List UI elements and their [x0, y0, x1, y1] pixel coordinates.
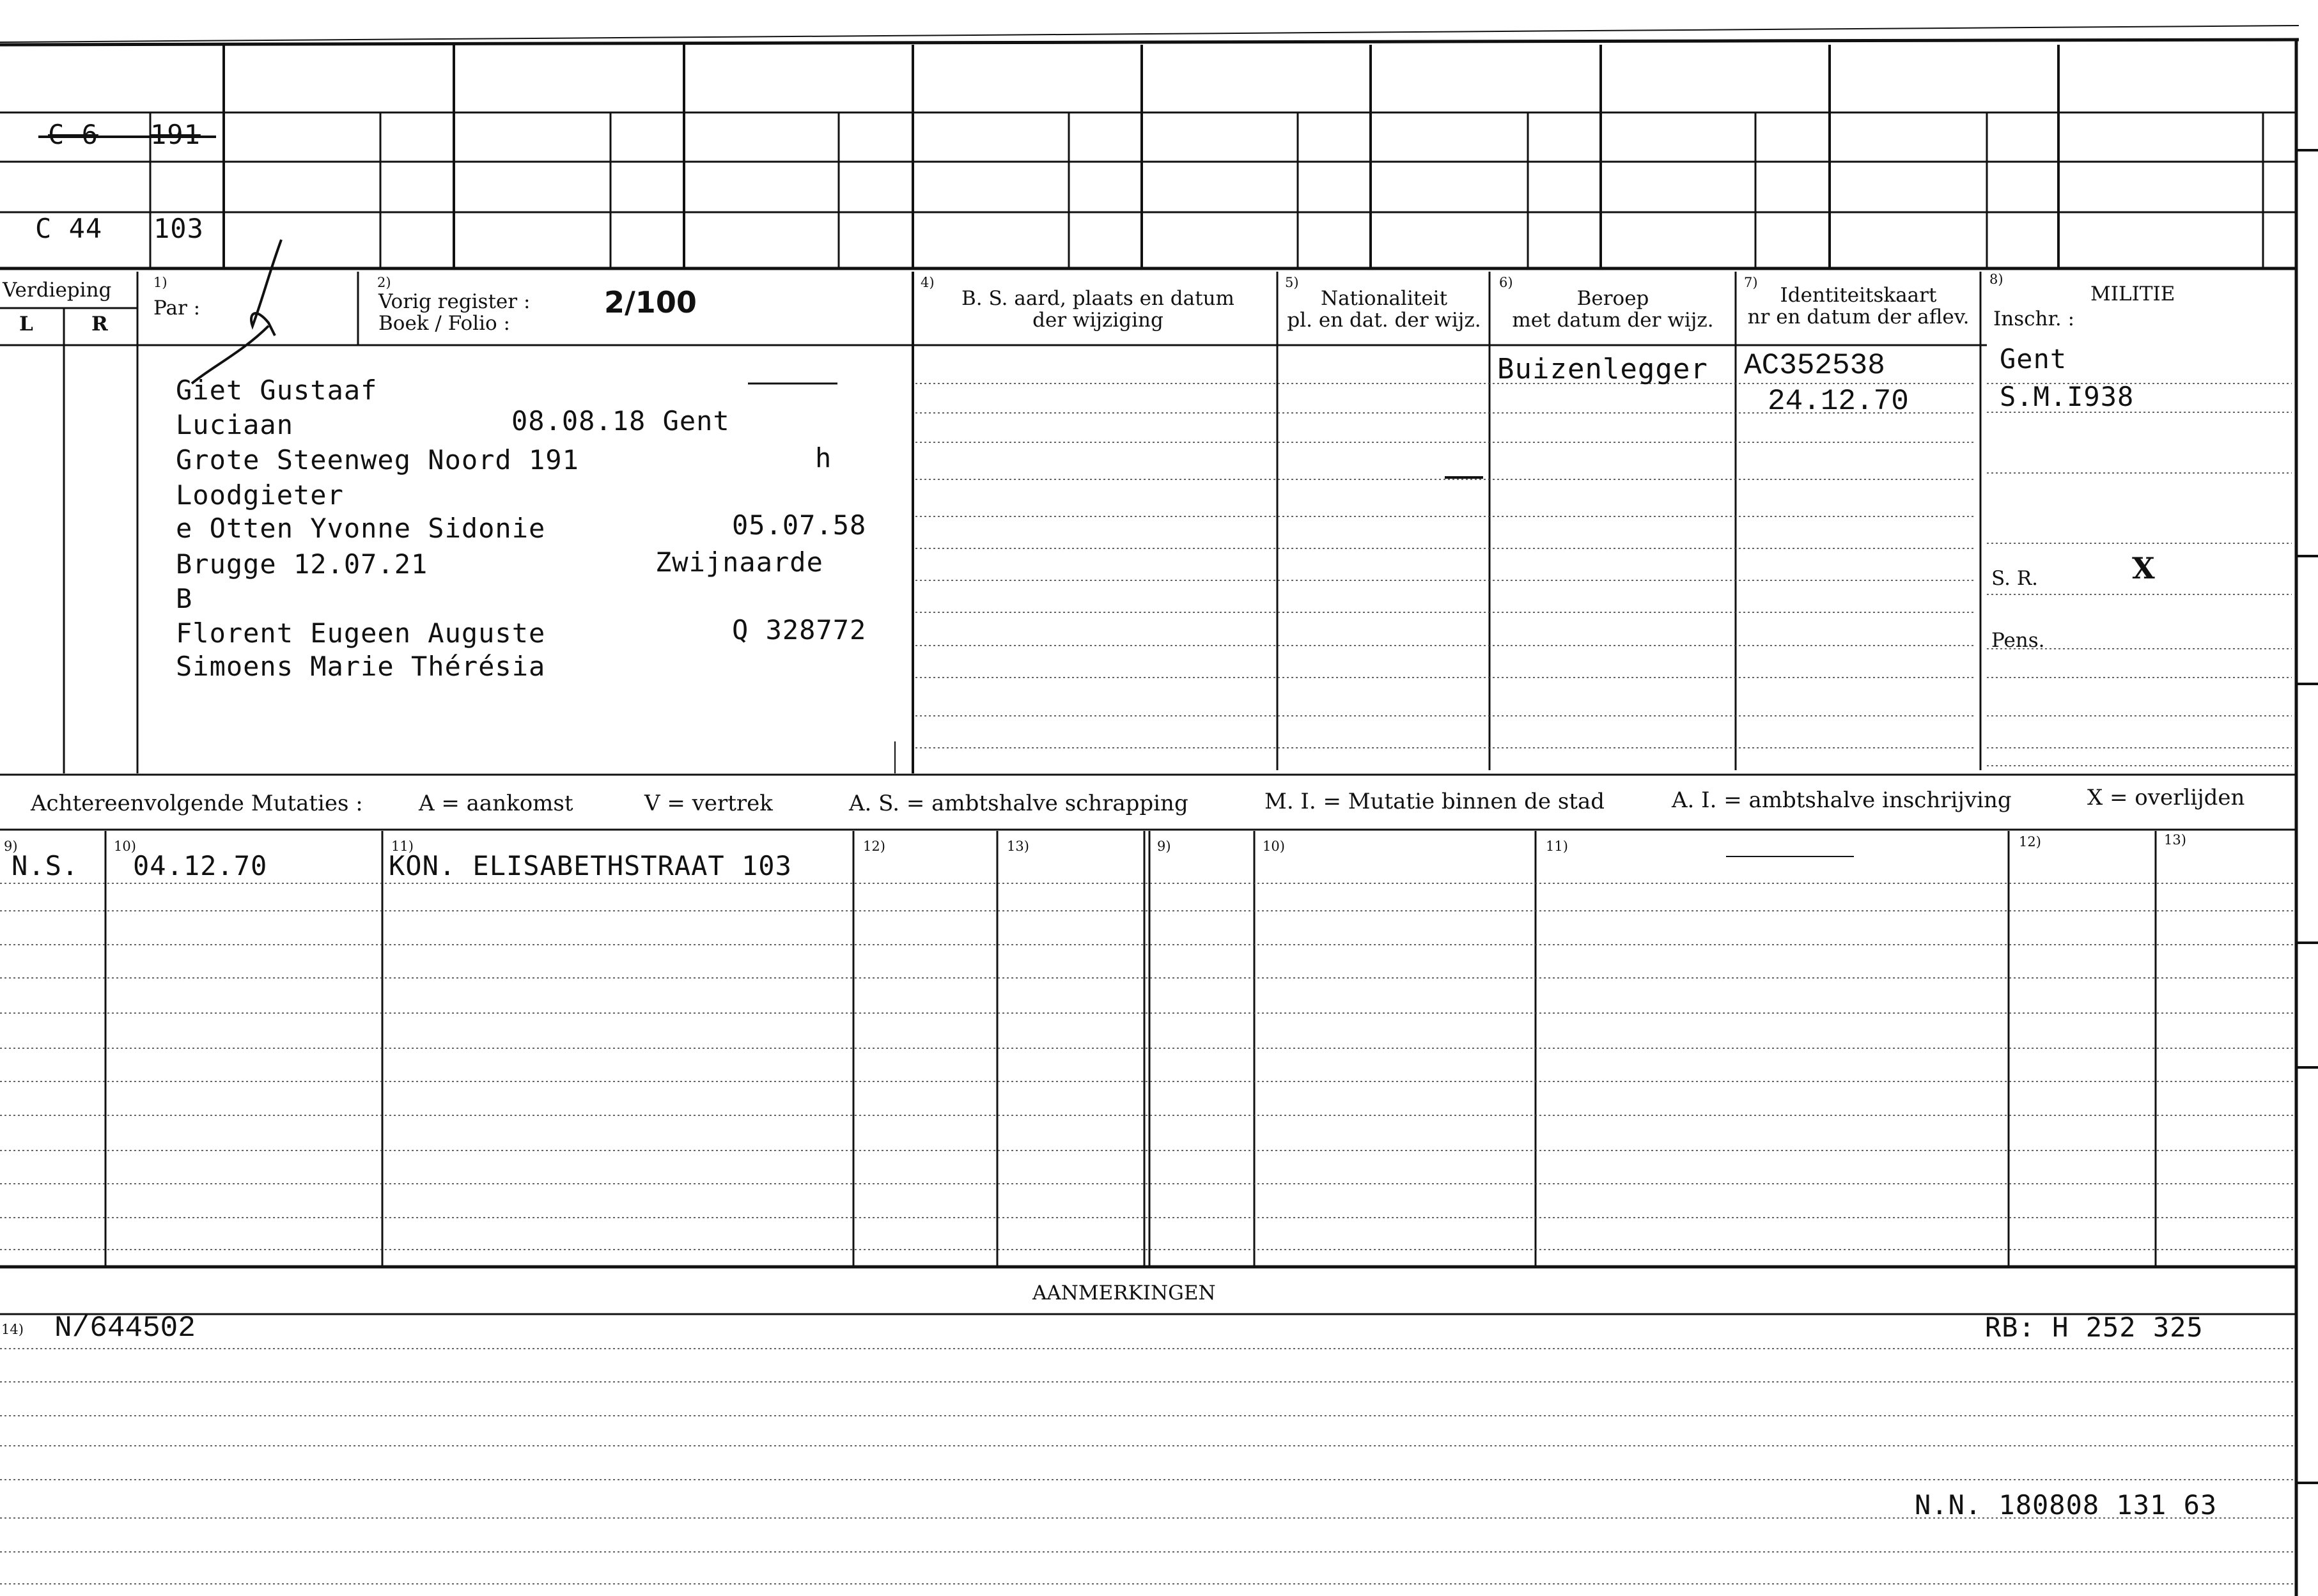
mut-col-12: 12)	[863, 839, 885, 854]
mut-col-9b: 9)	[1157, 839, 1171, 854]
mut-col-10: 10)	[114, 839, 136, 854]
verdieping-label: Verdieping	[3, 279, 112, 302]
legend-overlijden: X = overlijden	[2087, 785, 2245, 810]
col-8-number: 8)	[1989, 272, 2003, 287]
old-id-number: Q 328772	[732, 614, 867, 646]
remarks-title: AANMERKINGEN	[1032, 1282, 1216, 1305]
mut-col-12b: 12)	[2019, 834, 2041, 849]
boek-folio-label: Boek / Folio :	[378, 312, 510, 335]
legend-aankomst: A = aankomst	[419, 791, 573, 816]
vorig-register-label: Vorig register :	[378, 290, 531, 313]
col-5-number: 5)	[1285, 275, 1299, 290]
mut-col-13b: 13)	[2164, 832, 2186, 848]
l-label: L	[19, 313, 33, 336]
pens-label: Pens.	[1991, 629, 2045, 652]
mut-col-11b: 11)	[1546, 839, 1568, 854]
legend-mutatie-binnen-stad: M. I. = Mutatie binnen de stad	[1264, 789, 1605, 814]
col-6-number: 6)	[1499, 275, 1513, 290]
par-label: Par :	[153, 297, 201, 320]
register-code: C 44	[35, 213, 103, 244]
nationaliteit-line1: Nationaliteit	[1320, 287, 1448, 310]
beroep-line2: met datum der wijz.	[1512, 309, 1714, 332]
marriage-place: Zwijnaarde	[655, 546, 823, 578]
identiteitskaart-line2: nr en datum der aflev.	[1747, 306, 1970, 329]
remarks-number: N/644502	[54, 1312, 196, 1345]
col-7-number: 7)	[1744, 275, 1758, 290]
person-birth: 08.08.18 Gent	[511, 405, 730, 437]
vorig-register-value: 2/100	[604, 285, 697, 320]
beroep-header	[1491, 288, 1735, 331]
spouse-birth: Brugge 12.07.21	[176, 548, 428, 580]
remarks-col-number: 14)	[1, 1322, 24, 1337]
nationaliteit-line2: pl. en dat. der wijz.	[1287, 309, 1481, 332]
bs-header	[921, 288, 1275, 331]
person-firstname2: Luciaan	[176, 409, 294, 440]
militie-code-value: S.M.I938	[2000, 381, 2135, 412]
identiteitskaart-line1: Identiteitskaart	[1780, 284, 1937, 307]
col-2-number: 2)	[377, 275, 391, 290]
person-spouse: e Otten Yvonne Sidonie	[176, 513, 546, 544]
id-date-value: 24.12.70	[1768, 385, 1909, 418]
inschr-label: Inschr. :	[1993, 307, 2075, 330]
legend-vertrek: V = vertrek	[644, 791, 773, 816]
person-name: Giet Gustaaf	[176, 375, 378, 406]
id-number-value: AC352538	[1744, 349, 1885, 382]
sr-value: X	[2132, 551, 2155, 585]
bs-header-line2: der wijziging	[1032, 309, 1163, 332]
old-register-number: 191	[150, 119, 201, 150]
beroep-line1: Beroep	[1576, 287, 1649, 310]
marriage-date: 05.07.58	[732, 509, 867, 541]
old-register-code: C 6	[48, 119, 98, 150]
mut-col-9: 9)	[4, 839, 18, 854]
beroep-value: Buizenlegger	[1497, 353, 1708, 385]
col-1-number: 1)	[153, 275, 167, 290]
person-b-marker: B	[176, 583, 193, 614]
militie-label: MILITIE	[2090, 283, 2175, 306]
remarks-rb: RB: H 252 325	[1985, 1312, 2204, 1343]
nationaliteit-header	[1279, 288, 1490, 331]
legend-ambtshalve-inschrijving: A. I. = ambtshalve inschrijving	[1672, 787, 2012, 813]
person-profession: Loodgieter	[176, 479, 344, 511]
r-label: R	[91, 313, 108, 336]
bs-header-line1: B. S. aard, plaats en datum	[961, 287, 1234, 310]
person-address: Grote Steenweg Noord 191	[176, 444, 579, 476]
mut-col-13: 13)	[1007, 839, 1029, 854]
mut-col-11: 11)	[391, 839, 414, 854]
mut-col-10b: 10)	[1263, 839, 1285, 854]
father-name: Florent Eugeen Auguste	[176, 617, 546, 649]
sr-label: S. R.	[1991, 567, 2039, 590]
register-number: 103	[153, 213, 204, 244]
remarks-nn: N.N. 180808 131 63	[1915, 1489, 2218, 1521]
mutations-legend-label: Achtereenvolgende Mutaties :	[31, 791, 363, 816]
mother-name: Simoens Marie Thérésia	[176, 651, 546, 682]
col-4-number: 4)	[921, 275, 935, 290]
mutation-type: N.S.	[12, 850, 79, 881]
legend-ambtshalve-schrapping: A. S. = ambtshalve schrapping	[849, 791, 1188, 816]
person-h-marker: h	[815, 442, 832, 474]
identiteitskaart-header	[1737, 284, 1980, 328]
militie-place-value: Gent	[2000, 343, 2067, 375]
mutation-address: KON. ELISABETHSTRAAT 103	[389, 850, 792, 881]
mutation-date: 04.12.70	[133, 850, 268, 881]
